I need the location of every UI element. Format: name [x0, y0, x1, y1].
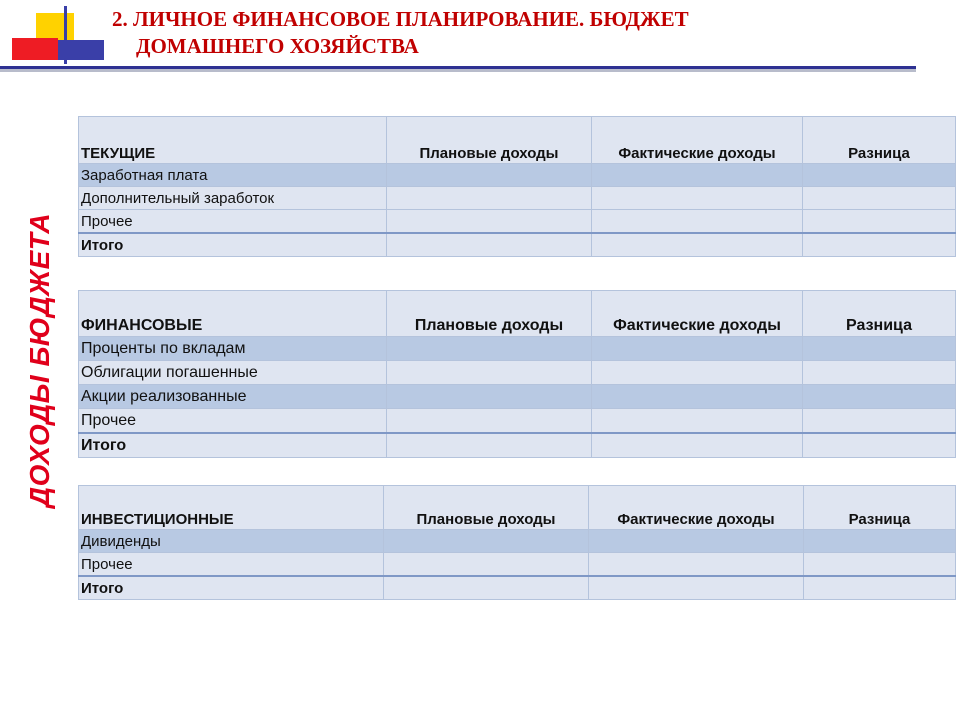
- cell-plan[interactable]: [387, 164, 592, 187]
- table-row: [79, 164, 956, 187]
- header-decoration-red-block: [12, 38, 58, 60]
- col-header-plan: Плановые доходы: [387, 291, 592, 337]
- table-row: [79, 530, 956, 553]
- cell-fact[interactable]: [589, 576, 804, 600]
- table-row: [79, 210, 956, 234]
- col-header-plan: Плановые доходы: [387, 117, 592, 164]
- col-header-diff: Разница: [804, 486, 956, 530]
- cell-plan[interactable]: [387, 210, 592, 234]
- cell-plan[interactable]: [384, 576, 589, 600]
- col-header-fact: Фактические доходы: [589, 486, 804, 530]
- row-label: Акции реализованные: [79, 385, 387, 409]
- col-header-diff: Разница: [803, 117, 956, 164]
- cell-plan[interactable]: [384, 553, 589, 577]
- table-header-row: [79, 486, 956, 530]
- table-total-row: [79, 576, 956, 600]
- cell-fact[interactable]: [592, 409, 803, 434]
- cell-diff[interactable]: [803, 361, 956, 385]
- table-header-row: [79, 117, 956, 164]
- row-label: Дополнительный заработок: [79, 187, 387, 210]
- col-header-plan: Плановые доходы: [384, 486, 589, 530]
- header-divider-shadow: [0, 69, 916, 72]
- slide-title-line2: ДОМАШНЕГО ХОЗЯЙСТВА: [136, 34, 419, 58]
- table-row: [79, 385, 956, 409]
- table-financial-income: [78, 290, 956, 458]
- cell-plan[interactable]: [387, 409, 592, 434]
- cell-diff[interactable]: [803, 409, 956, 434]
- cell-fact[interactable]: [592, 164, 803, 187]
- table-row: [79, 409, 956, 434]
- row-label: Дивиденды: [79, 530, 384, 553]
- row-label: Прочее: [79, 409, 387, 434]
- cell-fact[interactable]: [592, 187, 803, 210]
- table-row: [79, 361, 956, 385]
- category-header: ТЕКУЩИЕ: [79, 117, 387, 164]
- side-label-budget-income: ДОХОДЫ БЮДЖЕТА: [24, 212, 55, 508]
- cell-fact[interactable]: [592, 433, 803, 458]
- side-label-container: [18, 180, 62, 540]
- table-total-row: [79, 433, 956, 458]
- total-label: Итого: [79, 576, 384, 600]
- category-header: ИНВЕСТИЦИОННЫЕ: [79, 486, 384, 530]
- row-label: Облигации погашенные: [79, 361, 387, 385]
- cell-fact[interactable]: [592, 385, 803, 409]
- cell-plan[interactable]: [387, 385, 592, 409]
- row-label: Заработная плата: [79, 164, 387, 187]
- table-row: [79, 187, 956, 210]
- cell-diff[interactable]: [803, 433, 956, 458]
- total-label: Итого: [79, 433, 387, 458]
- category-header: ФИНАНСОВЫЕ: [79, 291, 387, 337]
- cell-fact[interactable]: [592, 337, 803, 361]
- table-investment-income: [78, 485, 956, 600]
- cell-diff[interactable]: [803, 210, 956, 234]
- cell-fact[interactable]: [592, 233, 803, 257]
- cell-plan[interactable]: [387, 187, 592, 210]
- total-label: Итого: [79, 233, 387, 257]
- table-row: [79, 553, 956, 577]
- cell-diff[interactable]: [803, 385, 956, 409]
- cell-diff[interactable]: [803, 337, 956, 361]
- table-header-row: [79, 291, 956, 337]
- cell-diff[interactable]: [803, 187, 956, 210]
- table-current-income: [78, 116, 956, 257]
- col-header-fact: Фактические доходы: [592, 291, 803, 337]
- col-header-fact: Фактические доходы: [592, 117, 803, 164]
- slide-title: [112, 6, 912, 60]
- cell-diff[interactable]: [804, 553, 956, 577]
- cell-fact[interactable]: [589, 530, 804, 553]
- cell-plan[interactable]: [387, 337, 592, 361]
- row-label: Прочее: [79, 553, 384, 577]
- slide-title-line1: 2. ЛИЧНОЕ ФИНАНСОВОЕ ПЛАНИРОВАНИЕ. БЮДЖЕТ: [112, 7, 689, 31]
- row-label: Проценты по вкладам: [79, 337, 387, 361]
- cell-diff[interactable]: [803, 164, 956, 187]
- cell-fact[interactable]: [592, 210, 803, 234]
- cell-diff[interactable]: [804, 530, 956, 553]
- table-row: [79, 337, 956, 361]
- cell-plan[interactable]: [387, 361, 592, 385]
- header-decoration-vertical-line: [64, 6, 67, 64]
- cell-fact[interactable]: [592, 361, 803, 385]
- table-total-row: [79, 233, 956, 257]
- row-label: Прочее: [79, 210, 387, 234]
- cell-plan[interactable]: [387, 433, 592, 458]
- cell-plan[interactable]: [384, 530, 589, 553]
- cell-fact[interactable]: [589, 553, 804, 577]
- col-header-diff: Разница: [803, 291, 956, 337]
- cell-diff[interactable]: [804, 576, 956, 600]
- cell-diff[interactable]: [803, 233, 956, 257]
- cell-plan[interactable]: [387, 233, 592, 257]
